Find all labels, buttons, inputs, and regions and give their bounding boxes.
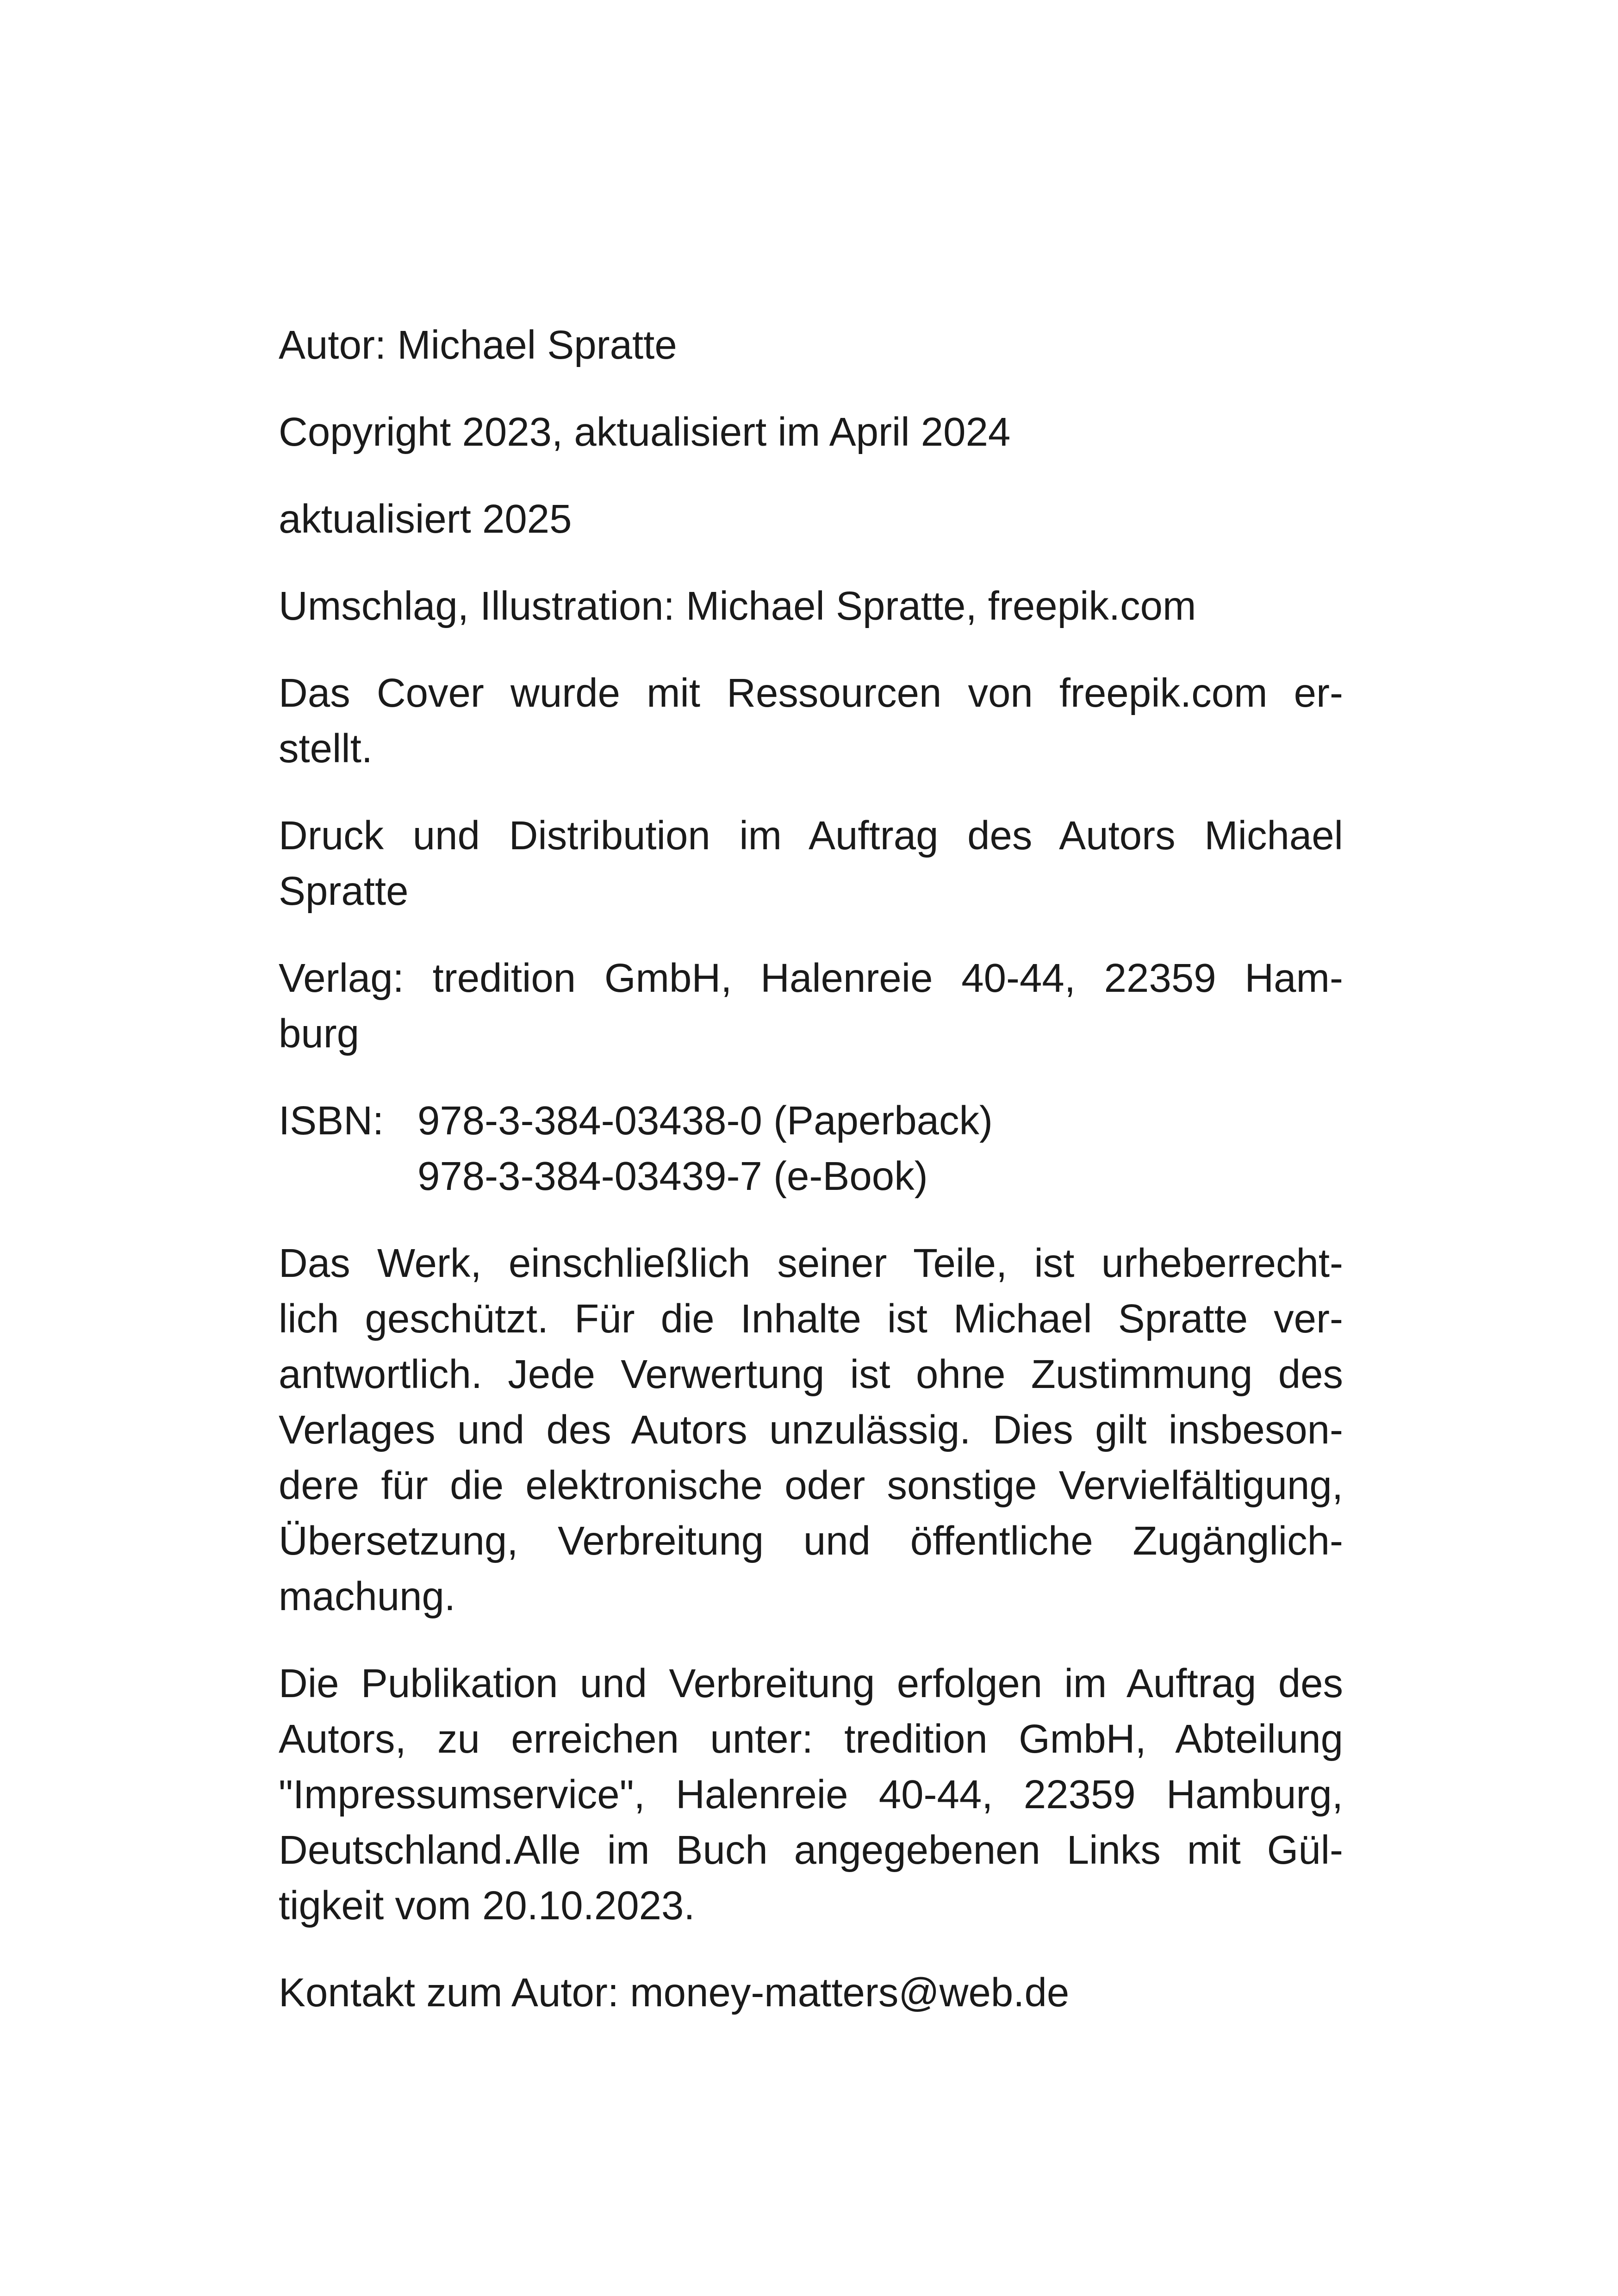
publication-notice-paragraph [279,1656,1343,1934]
contact-line: Kontakt zum Autor: money-matters@web.de [279,1970,1070,2015]
paragraph-line: burg [279,1011,360,1056]
paragraph-line: Verlages und des Autors unzulässig. Dies gilt insbeson- [279,1407,1343,1452]
cover-resources-paragraph [279,666,1343,777]
author-line: Autor: Michael Spratte [279,323,677,367]
paragraph-line: lich geschützt. Für die Inhalte ist Michael Spratte ver- [279,1296,1343,1341]
paragraph-line: Das Cover wurde mit Ressourcen von freepik.com er- [279,671,1343,716]
paragraph-line: Das Werk, einschließlich seiner Teile, ist urheberrecht- [279,1241,1343,1286]
publisher-paragraph [279,951,1343,1062]
paragraph-line: Druck und Distribution im Auftrag des Autors Michael [279,813,1343,858]
update-line: aktualisiert 2025 [279,497,572,541]
paragraph-line: Übersetzung, Verbreitung und öffentliche Zugänglich- [279,1518,1343,1563]
paragraph-line: "Impressumservice", Halenreie 40-44, 22359 Hamburg, [279,1772,1343,1817]
isbn-block [279,1093,1343,1204]
paragraph-line: machung. [279,1574,456,1619]
paragraph-line: dere für die elektronische oder sonstige Vervielfältigung, [279,1463,1343,1508]
paragraph-line: tigkeit vom 20.10.2023. [279,1883,695,1928]
paragraph-line: stellt. [279,726,373,771]
paragraph-line: Verlag: tredition GmbH, Halenreie 40-44, 22359 Ham- [279,956,1343,1001]
print-distribution-paragraph [279,808,1343,919]
paragraph-line: Autors, zu erreichen unter: tredition GmbH, Abteilung [279,1717,1343,1761]
cover-credit-line: Umschlag, Illustration: Michael Spratte, freepik.com [279,584,1196,628]
paragraph-line: Deutschland.Alle im Buch angegebenen Links mit Gül- [279,1828,1343,1873]
isbn-paperback: 978-3-384-03438-0 (Paperback) [417,1098,993,1143]
isbn-ebook: 978-3-384-03439-7 (e-Book) [417,1154,928,1199]
isbn-values [417,1093,993,1204]
paragraph-line: Spratte [279,869,409,914]
paragraph-line: Die Publikation und Verbreitung erfolgen im Auftrag des [279,1661,1343,1706]
copyright-line: Copyright 2023, aktualisiert im April 2024 [279,410,1011,454]
isbn-label: ISBN: [279,1098,384,1143]
copyright-notice-paragraph [279,1236,1343,1624]
imprint-content [279,317,1343,2052]
paragraph-line: antwortlich. Jede Verwertung ist ohne Zustimmung des [279,1352,1343,1397]
